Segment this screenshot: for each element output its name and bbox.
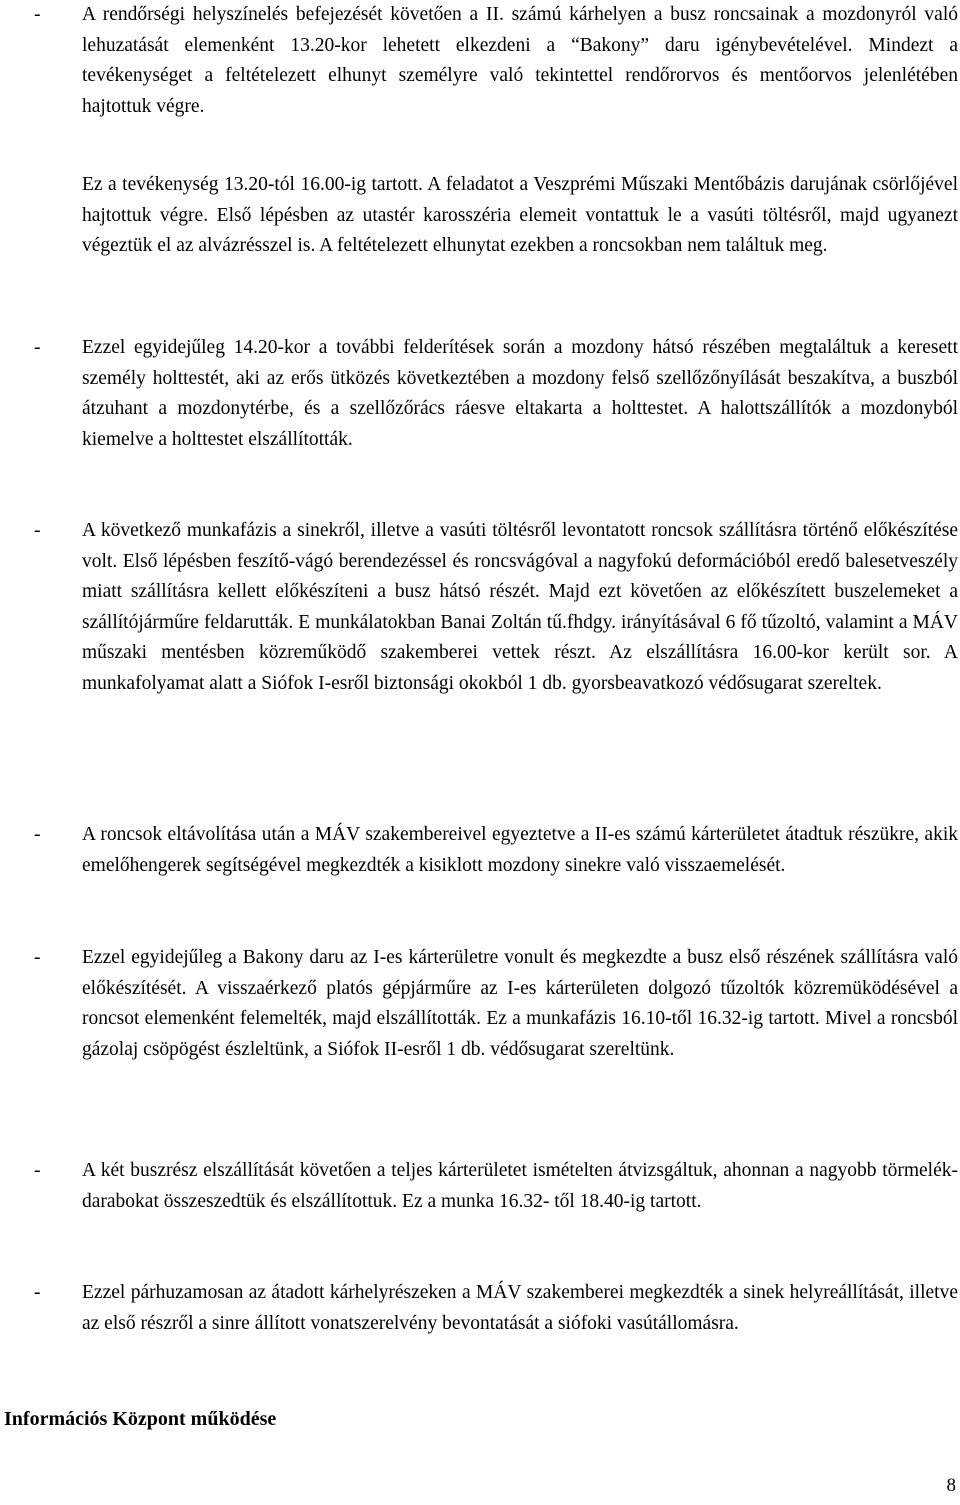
list-item: [34, 820, 958, 881]
list-item: [34, 1156, 958, 1217]
list-item: [34, 943, 958, 1065]
paragraph-text: A roncsok eltávolítása után a MÁV szakembereivel egyeztetve a II-es számú kárterületet átadtuk részükre, akik emelőhengerek segítségével megkezdték a kisiklott mozdony sinekre való visszaemelését.: [82, 824, 958, 876]
paragraph: Ez a tevékenység 13.20-tól 16.00-ig tartott. A feladatot a Veszprémi Műszaki Mentőbázis darujának csörlőjével hajtottuk végre. Első lépésben az utastér karosszéria elemeit vontattuk le a vasúti töltésről, majd ugyanezt végeztük el az alvázrésszel is. A feltételezett elhunytat ezekben a roncsokban nem találtuk meg.: [82, 174, 958, 257]
list-item: [34, 333, 958, 455]
paragraph-text: Ezzel egyidejűleg 14.20-kor a további felderítések során a mozdony hátsó részében megtaláltuk a keresett személy holttestét, aki az erős ütközés következtében a mozdony felső szellőzőnyílását beszakítva, a buszból átzuhant a mozdonytérbe, és a szellőzőrács ráesve eltakarta a holttestet. A halottszállítók a mozdonyból kiemelve a holttestet elszállították.: [82, 337, 958, 450]
list-bullet: -: [34, 520, 41, 541]
paragraph-text: A két buszrész elszállítását követően a teljes kárterületet ismételten átvizsgáltuk, ahonnan a nagyobb törmelék-darabokat összeszedtük és elszállítottuk. Ez a munka 16.32- től 18.40-ig tartott.: [82, 1160, 958, 1212]
paragraph-text: Ezzel egyidejűleg a Bakony daru az I-es kárterületre vonult és megkezdte a busz első részének szállításra való előkészítését. A visszaérkező platós gépjárműre az I-es kárterületen dolgozó tűzoltók közremüködésével a roncsot elemenként felemelték, majd elszállították. Ez a munkafázis 16.10-től 16.32-ig tartott. Mivel a roncsból gázolaj csöpögést észleltünk, a Siófok II-esről 1 db. védősugarat szereltünk.: [82, 947, 958, 1060]
paragraph-text: A következő munkafázis a sinekről, illetve a vasúti töltésről levontatott roncsok szállításra történő előkészítése volt. Első lépésben feszítő-vágó berendezéssel és roncsvágóval a nagyfokú deformációból eredő balesetveszély miatt szállításra kellett előkészíteni a busz hátsó részét. Majd ezt követően az előkészített buszelemeket a szállítójárműre feldarutták. E munkálatokban Banai Zoltán tű.fhdgy. irányításával 6 fő tűzoltó, valamint a MÁV műszaki mentésben közreműködő szakemberei vettek részt. Az elszállításra 16.00-kor került sor. A munkafolyamat alatt a Siófok I-esről biztonsági okokból 1 db. gyorsbeavatkozó védősugarat szereltek.: [82, 520, 958, 694]
paragraph-text: Ezzel párhuzamosan az átadott kárhelyrészeken a MÁV szakemberei megkezdték a sinek helyreállítását, illetve az első részről a sinre állított vonatszerelvény bevontatását a siófoki vasútállomásra.: [82, 1282, 958, 1334]
list-bullet: -: [34, 947, 41, 968]
paragraph-text: A rendőrségi helyszínelés befejezését követően a II. számú kárhelyen a busz roncsainak a mozdonyról való lehuzatását elemenként 13.20-kor lehetett elkezdeni a “Bakony” daru igénybevételével. Mindezt a tevékenységet a feltételezett elhunyt személyre való tekintettel rendőrorvos és mentőorvos jelenlétében hajtottuk végre.: [82, 4, 958, 117]
list-item: [34, 0, 958, 122]
page-number: 8: [946, 1475, 956, 1496]
list-item: [34, 1278, 958, 1339]
list-bullet: -: [34, 1160, 41, 1181]
list-item: [34, 516, 958, 700]
section-heading: Információs Központ működése: [4, 1408, 277, 1430]
list-bullet: -: [34, 337, 41, 358]
list-bullet: -: [34, 4, 41, 25]
list-bullet: -: [34, 1282, 41, 1303]
list-bullet: -: [34, 824, 41, 845]
